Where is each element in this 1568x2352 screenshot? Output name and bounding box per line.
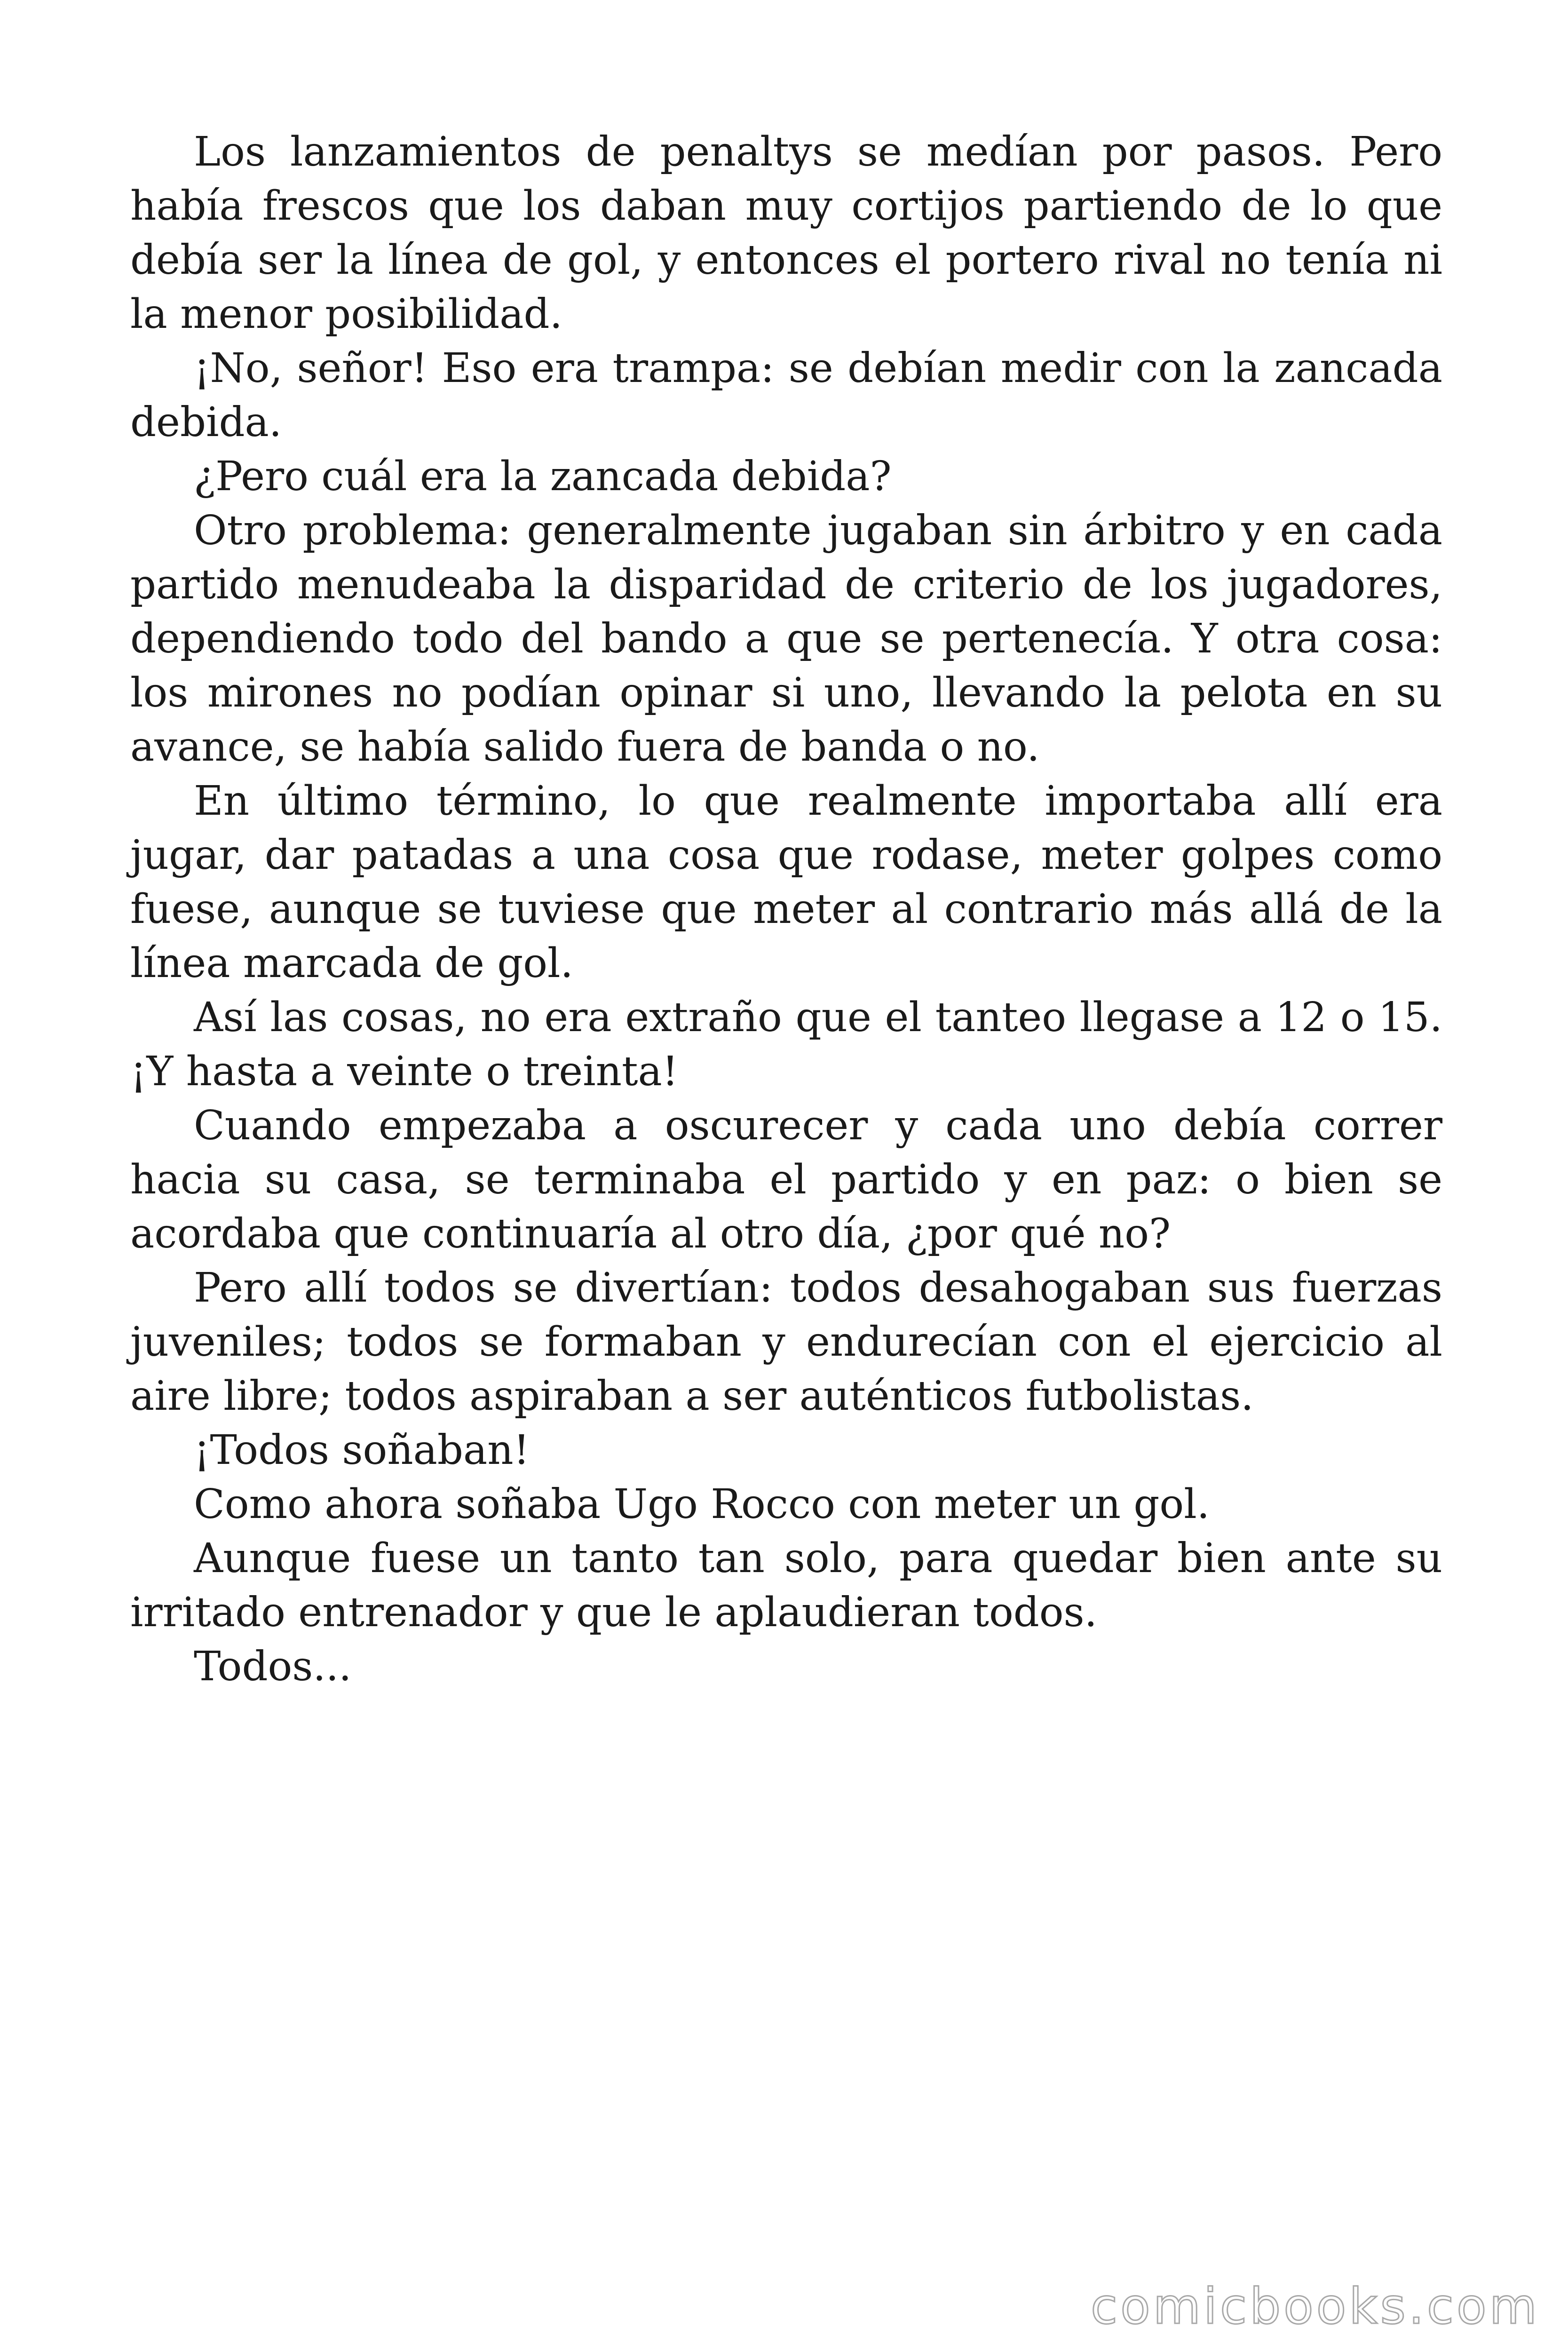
paragraph-12: Todos...: [194, 1643, 352, 1690]
paragraph-11: Aunque fuese un tanto tan solo, para quedar bien ante su irritado entrenador y que le aplaudieran todos.: [130, 1535, 1442, 1636]
body-text: [130, 125, 1442, 1694]
paragraph-10: Como ahora soñaba Ugo Rocco con meter un gol.: [194, 1481, 1210, 1528]
paragraph-3: ¿Pero cuál era la zancada debida?: [194, 453, 892, 500]
paragraph-6: Así las cosas, no era extraño que el tanteo llegase a 12 o 15. ¡Y hasta a veinte o treinta!: [130, 994, 1442, 1095]
watermark: comicbooks.com: [1090, 2278, 1540, 2335]
paragraph-2: ¡No, señor! Eso era trampa: se debían medir con la zancada debida.: [130, 345, 1442, 446]
paragraph-5: En último término, lo que realmente importaba allí era jugar, dar patadas a una cosa que rodase, meter golpes como fuese, aunque se tuviese que meter al contrario más allá de la línea marcada de gol.: [130, 778, 1442, 987]
paragraph-9: ¡Todos soñaban!: [194, 1427, 530, 1474]
paragraph-8: Pero allí todos se divertían: todos desahogaban sus fuerzas juveniles; todos se formaban y endurecían con el ejercicio al aire libre; todos aspiraban a ser auténticos futbolistas.: [130, 1264, 1442, 1420]
paragraph-4: Otro problema: generalmente jugaban sin árbitro y en cada partido menudeaba la disparidad de criterio de los jugadores, dependiendo todo del bando a que se pertenecía. Y otra cosa: los mirones no podían opinar si uno, llevando la pelota en su avance, se había salido fuera de banda o no.: [130, 507, 1442, 771]
paragraph-1: Los lanzamientos de penaltys se medían por pasos. Pero había frescos que los daban muy cortijos partiendo de lo que debía ser la línea de gol, y entonces el portero rival no tenía ni la menor posibilidad.: [130, 128, 1442, 338]
paragraph-7: Cuando empezaba a oscurecer y cada uno debía correr hacia su casa, se terminaba el partido y en paz: o bien se acordaba que continuaría al otro día, ¿por qué no?: [130, 1102, 1442, 1257]
